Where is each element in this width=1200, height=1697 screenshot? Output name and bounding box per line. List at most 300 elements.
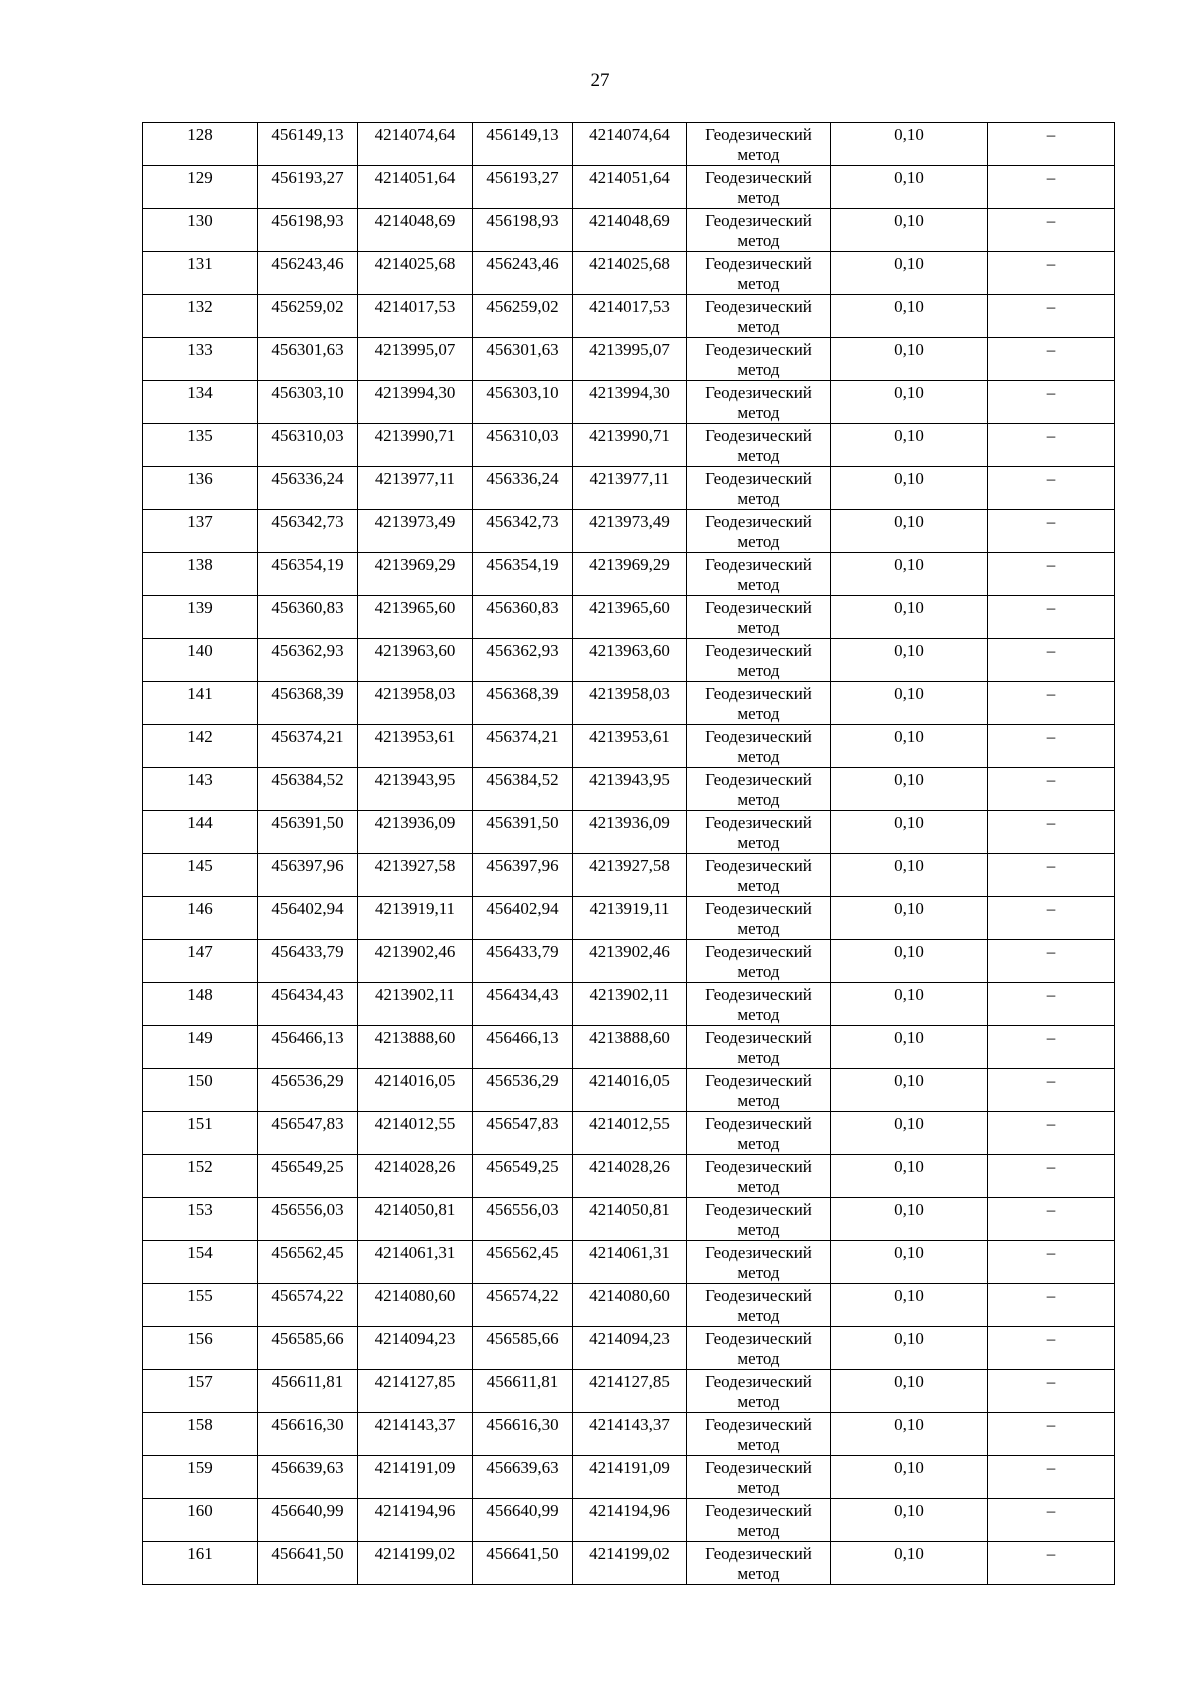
y-existing-cell: 4214191,09 — [358, 1456, 473, 1499]
y-existing-cell: 4214025,68 — [358, 252, 473, 295]
table-row — [143, 983, 1115, 1026]
accuracy-cell: 0,10 — [831, 768, 988, 811]
x-refined-cell: 456641,50 — [473, 1542, 573, 1585]
table-row — [143, 1499, 1115, 1542]
point-number-cell: 132 — [143, 295, 258, 338]
method-line-1: Геодезический — [705, 1200, 812, 1219]
y-existing-cell: 4213958,03 — [358, 682, 473, 725]
point-number-cell: 129 — [143, 166, 258, 209]
point-number-cell: 152 — [143, 1155, 258, 1198]
table-row — [143, 424, 1115, 467]
x-refined-cell: 456433,79 — [473, 940, 573, 983]
method-line-1: Геодезический — [705, 1286, 812, 1305]
method-line-2: метод — [737, 1134, 780, 1153]
point-number-cell: 128 — [143, 123, 258, 166]
method-cell — [687, 1069, 831, 1112]
x-refined-cell: 456243,46 — [473, 252, 573, 295]
point-number-cell: 131 — [143, 252, 258, 295]
y-refined-cell: 4214143,37 — [573, 1413, 687, 1456]
accuracy-cell: 0,10 — [831, 1198, 988, 1241]
y-existing-cell: 4213943,95 — [358, 768, 473, 811]
description-cell: – — [988, 1069, 1115, 1112]
y-existing-cell: 4213927,58 — [358, 854, 473, 897]
description-cell: – — [988, 1026, 1115, 1069]
x-refined-cell: 456536,29 — [473, 1069, 573, 1112]
method-line-1: Геодезический — [705, 383, 812, 402]
y-refined-cell: 4213902,46 — [573, 940, 687, 983]
point-number-cell: 153 — [143, 1198, 258, 1241]
x-existing-cell: 456585,66 — [258, 1327, 358, 1370]
method-cell — [687, 166, 831, 209]
description-cell: – — [988, 1370, 1115, 1413]
x-existing-cell: 456303,10 — [258, 381, 358, 424]
x-refined-cell: 456149,13 — [473, 123, 573, 166]
description-cell: – — [988, 467, 1115, 510]
x-existing-cell: 456368,39 — [258, 682, 358, 725]
y-refined-cell: 4214080,60 — [573, 1284, 687, 1327]
method-line-2: метод — [737, 489, 780, 508]
x-refined-cell: 456547,83 — [473, 1112, 573, 1155]
accuracy-cell: 0,10 — [831, 381, 988, 424]
table-row — [143, 768, 1115, 811]
y-refined-cell: 4213936,09 — [573, 811, 687, 854]
x-existing-cell: 456342,73 — [258, 510, 358, 553]
x-refined-cell: 456301,63 — [473, 338, 573, 381]
y-existing-cell: 4213965,60 — [358, 596, 473, 639]
x-refined-cell: 456616,30 — [473, 1413, 573, 1456]
x-refined-cell: 456342,73 — [473, 510, 573, 553]
table-row — [143, 553, 1115, 596]
method-cell — [687, 467, 831, 510]
method-line-1: Геодезический — [705, 684, 812, 703]
y-existing-cell: 4213953,61 — [358, 725, 473, 768]
accuracy-cell: 0,10 — [831, 1542, 988, 1585]
description-cell: – — [988, 424, 1115, 467]
point-number-cell: 140 — [143, 639, 258, 682]
x-existing-cell: 456362,93 — [258, 639, 358, 682]
description-cell: – — [988, 553, 1115, 596]
point-number-cell: 161 — [143, 1542, 258, 1585]
point-number-cell: 158 — [143, 1413, 258, 1456]
method-line-2: метод — [737, 1048, 780, 1067]
method-cell — [687, 381, 831, 424]
y-refined-cell: 4214025,68 — [573, 252, 687, 295]
table-row — [143, 1241, 1115, 1284]
method-line-1: Геодезический — [705, 168, 812, 187]
description-cell: – — [988, 166, 1115, 209]
method-cell — [687, 1198, 831, 1241]
x-refined-cell: 456362,93 — [473, 639, 573, 682]
description-cell: – — [988, 1413, 1115, 1456]
accuracy-cell: 0,10 — [831, 252, 988, 295]
method-line-2: метод — [737, 919, 780, 938]
method-line-2: метод — [737, 403, 780, 422]
x-refined-cell: 456402,94 — [473, 897, 573, 940]
description-cell: – — [988, 983, 1115, 1026]
y-refined-cell: 4214050,81 — [573, 1198, 687, 1241]
description-cell: – — [988, 768, 1115, 811]
method-cell — [687, 1327, 831, 1370]
table-row — [143, 166, 1115, 209]
method-line-1: Геодезический — [705, 1372, 812, 1391]
x-refined-cell: 456574,22 — [473, 1284, 573, 1327]
table-row — [143, 1327, 1115, 1370]
method-cell — [687, 1499, 831, 1542]
method-line-2: метод — [737, 962, 780, 981]
accuracy-cell: 0,10 — [831, 811, 988, 854]
y-existing-cell: 4214199,02 — [358, 1542, 473, 1585]
method-cell — [687, 1284, 831, 1327]
y-existing-cell: 4214012,55 — [358, 1112, 473, 1155]
x-existing-cell: 456259,02 — [258, 295, 358, 338]
accuracy-cell: 0,10 — [831, 1327, 988, 1370]
y-refined-cell: 4213969,29 — [573, 553, 687, 596]
method-line-2: метод — [737, 1478, 780, 1497]
point-number-cell: 145 — [143, 854, 258, 897]
method-cell — [687, 1241, 831, 1284]
method-line-2: метод — [737, 1005, 780, 1024]
x-refined-cell: 456336,24 — [473, 467, 573, 510]
accuracy-cell: 0,10 — [831, 510, 988, 553]
point-number-cell: 138 — [143, 553, 258, 596]
x-existing-cell: 456402,94 — [258, 897, 358, 940]
description-cell: – — [988, 897, 1115, 940]
x-existing-cell: 456556,03 — [258, 1198, 358, 1241]
y-existing-cell: 4214017,53 — [358, 295, 473, 338]
method-line-2: метод — [737, 1263, 780, 1282]
method-line-1: Геодезический — [705, 856, 812, 875]
y-existing-cell: 4213973,49 — [358, 510, 473, 553]
point-number-cell: 148 — [143, 983, 258, 1026]
method-line-2: метод — [737, 876, 780, 895]
method-cell — [687, 639, 831, 682]
y-refined-cell: 4213919,11 — [573, 897, 687, 940]
table-row — [143, 1456, 1115, 1499]
description-cell: – — [988, 1155, 1115, 1198]
method-cell — [687, 252, 831, 295]
y-refined-cell: 4213965,60 — [573, 596, 687, 639]
description-cell: – — [988, 725, 1115, 768]
x-existing-cell: 456640,99 — [258, 1499, 358, 1542]
y-refined-cell: 4214012,55 — [573, 1112, 687, 1155]
point-number-cell: 142 — [143, 725, 258, 768]
y-refined-cell: 4214061,31 — [573, 1241, 687, 1284]
description-cell: – — [988, 940, 1115, 983]
table-row — [143, 596, 1115, 639]
x-refined-cell: 456360,83 — [473, 596, 573, 639]
coordinates-table-body — [143, 123, 1115, 1585]
method-cell — [687, 1155, 831, 1198]
point-number-cell: 144 — [143, 811, 258, 854]
method-line-2: метод — [737, 1220, 780, 1239]
y-refined-cell: 4213943,95 — [573, 768, 687, 811]
x-refined-cell: 456639,63 — [473, 1456, 573, 1499]
table-row — [143, 682, 1115, 725]
x-existing-cell: 456149,13 — [258, 123, 358, 166]
method-line-1: Геодезический — [705, 1329, 812, 1348]
x-existing-cell: 456391,50 — [258, 811, 358, 854]
y-refined-cell: 4213994,30 — [573, 381, 687, 424]
method-line-1: Геодезический — [705, 1458, 812, 1477]
x-existing-cell: 456384,52 — [258, 768, 358, 811]
x-existing-cell: 456301,63 — [258, 338, 358, 381]
x-refined-cell: 456585,66 — [473, 1327, 573, 1370]
point-number-cell: 130 — [143, 209, 258, 252]
method-cell — [687, 123, 831, 166]
point-number-cell: 137 — [143, 510, 258, 553]
description-cell: – — [988, 252, 1115, 295]
method-line-1: Геодезический — [705, 727, 812, 746]
y-existing-cell: 4213902,11 — [358, 983, 473, 1026]
point-number-cell: 150 — [143, 1069, 258, 1112]
table-row — [143, 1370, 1115, 1413]
accuracy-cell: 0,10 — [831, 682, 988, 725]
accuracy-cell: 0,10 — [831, 338, 988, 381]
accuracy-cell: 0,10 — [831, 639, 988, 682]
y-existing-cell: 4213902,46 — [358, 940, 473, 983]
method-cell — [687, 510, 831, 553]
method-line-1: Геодезический — [705, 426, 812, 445]
y-refined-cell: 4214094,23 — [573, 1327, 687, 1370]
method-line-2: метод — [737, 1177, 780, 1196]
point-number-cell: 141 — [143, 682, 258, 725]
accuracy-cell: 0,10 — [831, 1069, 988, 1112]
x-refined-cell: 456193,27 — [473, 166, 573, 209]
table-row — [143, 381, 1115, 424]
x-existing-cell: 456466,13 — [258, 1026, 358, 1069]
table-row — [143, 1112, 1115, 1155]
accuracy-cell: 0,10 — [831, 1155, 988, 1198]
description-cell: – — [988, 123, 1115, 166]
method-line-2: метод — [737, 274, 780, 293]
method-line-1: Геодезический — [705, 985, 812, 1004]
method-cell — [687, 940, 831, 983]
method-line-1: Геодезический — [705, 297, 812, 316]
coordinates-table — [142, 122, 1115, 1585]
x-refined-cell: 456397,96 — [473, 854, 573, 897]
description-cell: – — [988, 811, 1115, 854]
accuracy-cell: 0,10 — [831, 553, 988, 596]
description-cell: – — [988, 510, 1115, 553]
x-refined-cell: 456434,43 — [473, 983, 573, 1026]
accuracy-cell: 0,10 — [831, 596, 988, 639]
table-row — [143, 1026, 1115, 1069]
x-refined-cell: 456368,39 — [473, 682, 573, 725]
method-cell — [687, 983, 831, 1026]
y-existing-cell: 4213995,07 — [358, 338, 473, 381]
y-refined-cell: 4213995,07 — [573, 338, 687, 381]
x-existing-cell: 456198,93 — [258, 209, 358, 252]
method-cell — [687, 811, 831, 854]
x-refined-cell: 456198,93 — [473, 209, 573, 252]
point-number-cell: 151 — [143, 1112, 258, 1155]
y-existing-cell: 4214194,96 — [358, 1499, 473, 1542]
y-existing-cell: 4214028,26 — [358, 1155, 473, 1198]
description-cell: – — [988, 381, 1115, 424]
accuracy-cell: 0,10 — [831, 467, 988, 510]
method-line-1: Геодезический — [705, 942, 812, 961]
y-refined-cell: 4213927,58 — [573, 854, 687, 897]
table-row — [143, 639, 1115, 682]
description-cell: – — [988, 1241, 1115, 1284]
method-line-2: метод — [737, 704, 780, 723]
y-existing-cell: 4214127,85 — [358, 1370, 473, 1413]
x-existing-cell: 456547,83 — [258, 1112, 358, 1155]
method-line-1: Геодезический — [705, 1544, 812, 1563]
method-cell — [687, 768, 831, 811]
method-line-1: Геодезический — [705, 1157, 812, 1176]
y-refined-cell: 4213902,11 — [573, 983, 687, 1026]
method-line-1: Геодезический — [705, 125, 812, 144]
table-row — [143, 811, 1115, 854]
description-cell: – — [988, 1112, 1115, 1155]
table-row — [143, 123, 1115, 166]
accuracy-cell: 0,10 — [831, 1413, 988, 1456]
point-number-cell: 160 — [143, 1499, 258, 1542]
description-cell: – — [988, 1499, 1115, 1542]
table-row — [143, 338, 1115, 381]
y-refined-cell: 4213888,60 — [573, 1026, 687, 1069]
y-refined-cell: 4213977,11 — [573, 467, 687, 510]
method-line-1: Геодезический — [705, 254, 812, 273]
y-refined-cell: 4214199,02 — [573, 1542, 687, 1585]
x-refined-cell: 456391,50 — [473, 811, 573, 854]
x-existing-cell: 456243,46 — [258, 252, 358, 295]
y-existing-cell: 4214074,64 — [358, 123, 473, 166]
x-refined-cell: 456562,45 — [473, 1241, 573, 1284]
method-cell — [687, 854, 831, 897]
y-refined-cell: 4214074,64 — [573, 123, 687, 166]
y-refined-cell: 4214028,26 — [573, 1155, 687, 1198]
y-existing-cell: 4214061,31 — [358, 1241, 473, 1284]
method-cell — [687, 682, 831, 725]
table-row — [143, 295, 1115, 338]
method-cell — [687, 596, 831, 639]
description-cell: – — [988, 639, 1115, 682]
description-cell: – — [988, 682, 1115, 725]
accuracy-cell: 0,10 — [831, 1112, 988, 1155]
method-line-1: Геодезический — [705, 770, 812, 789]
accuracy-cell: 0,10 — [831, 1370, 988, 1413]
y-existing-cell: 4214048,69 — [358, 209, 473, 252]
method-line-1: Геодезический — [705, 340, 812, 359]
point-number-cell: 154 — [143, 1241, 258, 1284]
point-number-cell: 139 — [143, 596, 258, 639]
accuracy-cell: 0,10 — [831, 854, 988, 897]
x-existing-cell: 456549,25 — [258, 1155, 358, 1198]
y-existing-cell: 4214094,23 — [358, 1327, 473, 1370]
x-refined-cell: 456556,03 — [473, 1198, 573, 1241]
point-number-cell: 135 — [143, 424, 258, 467]
point-number-cell: 136 — [143, 467, 258, 510]
x-existing-cell: 456616,30 — [258, 1413, 358, 1456]
table-row — [143, 1069, 1115, 1112]
method-line-1: Геодезический — [705, 512, 812, 531]
point-number-cell: 146 — [143, 897, 258, 940]
table-row — [143, 1284, 1115, 1327]
method-line-2: метод — [737, 1392, 780, 1411]
x-existing-cell: 456434,43 — [258, 983, 358, 1026]
point-number-cell: 133 — [143, 338, 258, 381]
table-row — [143, 897, 1115, 940]
method-line-2: метод — [737, 790, 780, 809]
accuracy-cell: 0,10 — [831, 1026, 988, 1069]
x-refined-cell: 456310,03 — [473, 424, 573, 467]
point-number-cell: 155 — [143, 1284, 258, 1327]
table-row — [143, 1198, 1115, 1241]
method-line-2: метод — [737, 618, 780, 637]
point-number-cell: 156 — [143, 1327, 258, 1370]
y-refined-cell: 4214017,53 — [573, 295, 687, 338]
description-cell: – — [988, 295, 1115, 338]
x-existing-cell: 456354,19 — [258, 553, 358, 596]
accuracy-cell: 0,10 — [831, 725, 988, 768]
y-refined-cell: 4214194,96 — [573, 1499, 687, 1542]
table-row — [143, 940, 1115, 983]
method-line-2: метод — [737, 145, 780, 164]
y-existing-cell: 4213977,11 — [358, 467, 473, 510]
method-line-1: Геодезический — [705, 1114, 812, 1133]
method-line-1: Геодезический — [705, 813, 812, 832]
x-refined-cell: 456466,13 — [473, 1026, 573, 1069]
x-existing-cell: 456310,03 — [258, 424, 358, 467]
accuracy-cell: 0,10 — [831, 209, 988, 252]
accuracy-cell: 0,10 — [831, 1241, 988, 1284]
y-existing-cell: 4214050,81 — [358, 1198, 473, 1241]
table-row — [143, 1155, 1115, 1198]
method-line-2: метод — [737, 188, 780, 207]
accuracy-cell: 0,10 — [831, 1284, 988, 1327]
accuracy-cell: 0,10 — [831, 1499, 988, 1542]
table-row — [143, 725, 1115, 768]
x-existing-cell: 456641,50 — [258, 1542, 358, 1585]
method-cell — [687, 424, 831, 467]
x-existing-cell: 456433,79 — [258, 940, 358, 983]
y-refined-cell: 4213953,61 — [573, 725, 687, 768]
method-line-2: метод — [737, 360, 780, 379]
method-line-2: метод — [737, 317, 780, 336]
method-cell — [687, 1112, 831, 1155]
method-line-1: Геодезический — [705, 1071, 812, 1090]
table-row — [143, 209, 1115, 252]
description-cell: – — [988, 1327, 1115, 1370]
method-cell — [687, 725, 831, 768]
accuracy-cell: 0,10 — [831, 940, 988, 983]
point-number-cell: 149 — [143, 1026, 258, 1069]
y-refined-cell: 4214048,69 — [573, 209, 687, 252]
table-row — [143, 1413, 1115, 1456]
method-line-2: метод — [737, 661, 780, 680]
method-line-2: метод — [737, 1435, 780, 1454]
table-row — [143, 854, 1115, 897]
x-refined-cell: 456611,81 — [473, 1370, 573, 1413]
description-cell: – — [988, 1456, 1115, 1499]
method-line-2: метод — [737, 1349, 780, 1368]
y-existing-cell: 4213919,11 — [358, 897, 473, 940]
description-cell: – — [988, 1284, 1115, 1327]
x-existing-cell: 456397,96 — [258, 854, 358, 897]
y-existing-cell: 4213936,09 — [358, 811, 473, 854]
y-existing-cell: 4213963,60 — [358, 639, 473, 682]
method-cell — [687, 553, 831, 596]
method-cell — [687, 1026, 831, 1069]
y-refined-cell: 4214127,85 — [573, 1370, 687, 1413]
x-refined-cell: 456640,99 — [473, 1499, 573, 1542]
accuracy-cell: 0,10 — [831, 897, 988, 940]
x-refined-cell: 456374,21 — [473, 725, 573, 768]
accuracy-cell: 0,10 — [831, 1456, 988, 1499]
method-cell — [687, 338, 831, 381]
